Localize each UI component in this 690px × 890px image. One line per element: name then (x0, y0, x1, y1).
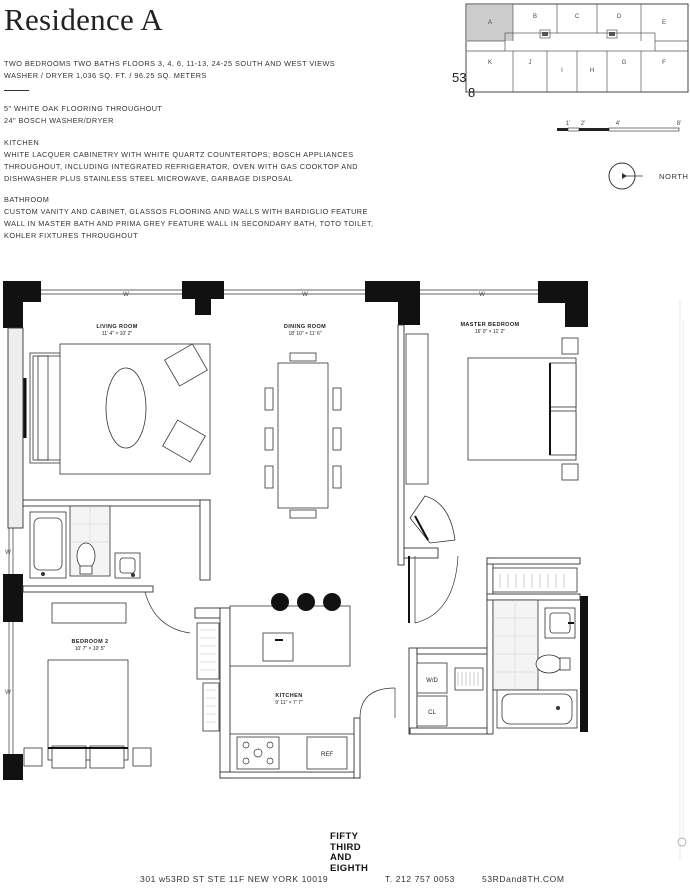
room-dims-bedroom2: 10' 7" × 10' 5" (74, 646, 106, 652)
keyplan-unit-f: F (662, 60, 666, 66)
window-label: W (479, 292, 485, 298)
scale-tick-1: 1' (565, 121, 571, 127)
keyplan-unit-j: J (528, 60, 532, 66)
keyplan-street-53: 53 (452, 70, 467, 85)
window-label: W (5, 550, 11, 556)
room-name-dining: DINING ROOM (283, 324, 327, 330)
scale-tick-2: 2' (580, 121, 586, 127)
window-label: W (302, 292, 308, 298)
keyplan-street-8: 8 (468, 85, 476, 100)
footer-phone: T. 212 757 0053 (385, 874, 455, 884)
keyplan-unit-h: H (589, 68, 595, 74)
keyplan-unit-b: B (532, 14, 538, 20)
room-dims-master: 16' 0" × 11' 2" (474, 329, 506, 335)
info-icon (678, 838, 686, 846)
divider (4, 90, 29, 91)
spec-summary: TWO BEDROOMS TWO BATHS FLOORS 3, 4, 6, 11-13, 24-25 SOUTH AND WEST VIEWS (4, 59, 336, 68)
floor-plan (0, 278, 600, 784)
kitchen-spec-3: DISHWASHER PLUS STAINLESS STEEL MICROWAVE, GARBAGE DISPOSAL (4, 174, 294, 183)
keyplan-unit-d: D (616, 14, 622, 20)
logo-line: AND (330, 852, 352, 863)
bathroom-heading: BATHROOM (4, 195, 50, 204)
keyplan-unit-e: E (661, 20, 667, 26)
keyplan-unit-g: G (621, 60, 627, 66)
room-dims-kitchen: 9' 11" × 7' 7" (275, 700, 303, 706)
room-name-master: MASTER BEDROOM (460, 322, 520, 328)
north-arrow-icon (622, 173, 627, 179)
scale-bar (555, 118, 690, 136)
bathroom-spec-3: KOHLER FIXTURES THROUGHOUT (4, 231, 139, 240)
scale-tick-4: 4' (615, 121, 621, 127)
compass (606, 160, 690, 192)
room-name-bedroom2: BEDROOM 2 (71, 639, 109, 645)
window-label: W (123, 292, 129, 298)
closet-label: CL (428, 710, 436, 716)
keyplan-unit-i: I (561, 68, 563, 74)
footer-website[interactable]: 53RDand8TH.COM (482, 874, 565, 884)
washer-dryer-label: W/D (426, 678, 438, 684)
spec-flooring: 5" WHITE OAK FLOORING THROUGHOUT (4, 104, 163, 113)
keyplan-unit-a: A (487, 20, 493, 26)
bathroom-spec-1: CUSTOM VANITY AND CABINET, GLASSOS FLOORING AND WALLS WITH BARDIGLIO FEATURE (4, 207, 368, 216)
kitchen-spec-2: THROUGHOUT, INCLUDING INTEGRATED REFRIGERATOR, OVEN WITH GAS COOKTOP AND (4, 162, 359, 171)
page-title: Residence A (4, 2, 164, 37)
bathroom-spec-2: WALL IN MASTER BATH AND PRIMA GREY FEATURE WALL IN SECONDARY BATH, TOTO TOILET, (4, 219, 374, 228)
room-name-kitchen: KITCHEN (275, 693, 303, 699)
footer-address: 301 w53RD ST STE 11F NEW YORK 10019 (140, 874, 329, 884)
keyplan-unit-k: K (487, 60, 493, 66)
spec-washer: 24" BOSCH WASHER/DRYER (4, 116, 114, 125)
window-label: W (5, 690, 11, 696)
scale-tick-8: 8' (676, 121, 682, 127)
legal-disclaimer (677, 300, 687, 860)
room-dims-dining: 18' 10" × 11' 6" (288, 331, 322, 337)
keyplan-unit-c: C (574, 14, 580, 20)
key-plan (440, 0, 690, 100)
brand-logo (330, 832, 370, 874)
kitchen-spec-1: WHITE LACQUER CABINETRY WITH WHITE QUARTZ COUNTERTOPS; BOSCH APPLIANCES (4, 150, 354, 159)
refrigerator-label: REF (321, 752, 333, 758)
room-name-living: LIVING ROOM (96, 324, 138, 330)
logo-line: THIRD (330, 841, 362, 853)
spec-size: WASHER / DRYER 1,036 SQ. FT. / 96.25 SQ. METERS (4, 71, 207, 80)
logo-line: EIGHTH (330, 862, 369, 874)
logo-line: FIFTY (330, 831, 359, 842)
room-dims-living: 11' 4" × 10' 2" (101, 331, 133, 337)
kitchen-heading: KITCHEN (4, 138, 40, 147)
compass-label: NORTH (659, 172, 689, 181)
